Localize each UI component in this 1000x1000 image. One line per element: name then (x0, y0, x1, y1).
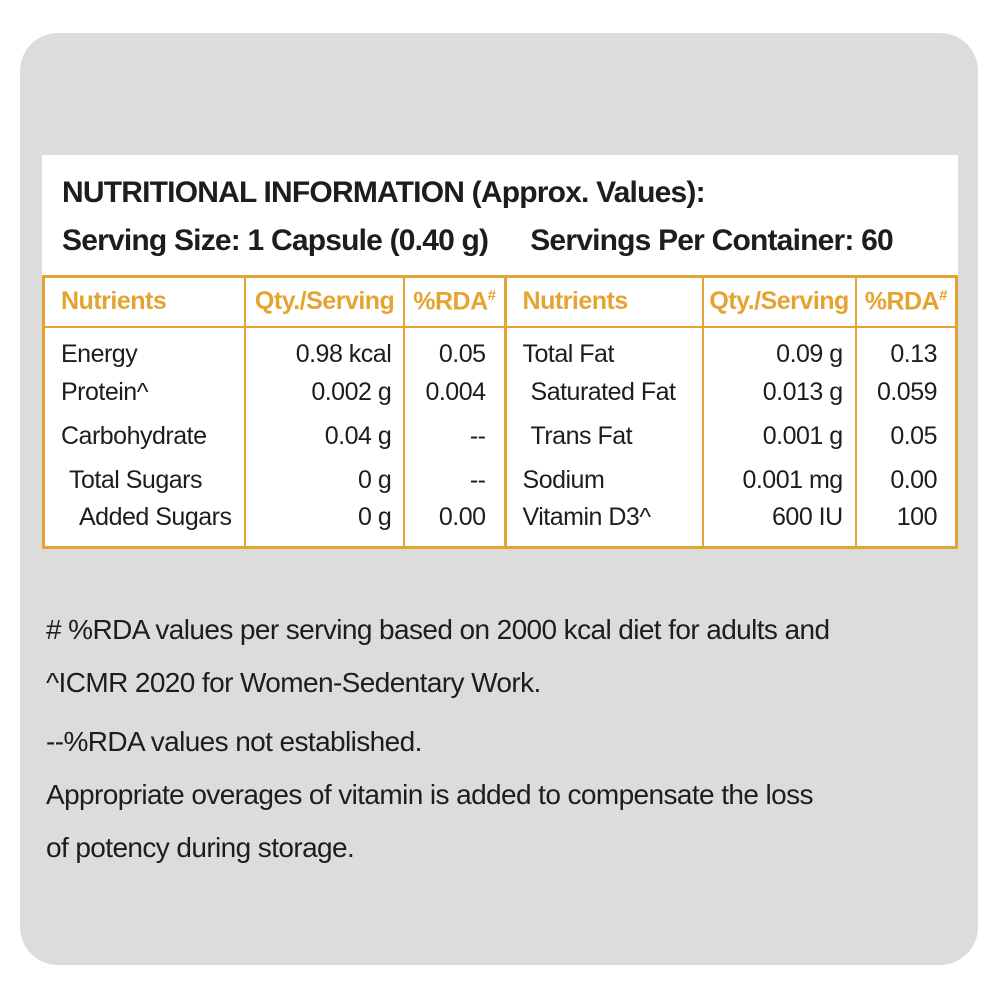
nutrient-saturated-fat: Saturated Fat (505, 371, 703, 415)
rda-saturated-fat: 0.059 (856, 371, 957, 415)
rda-sodium: 0.00 (856, 459, 957, 503)
footnote-overages-line1: Appropriate overages of vitamin is added to compensate the loss (46, 779, 813, 810)
nutrient-trans-fat: Trans Fat (505, 415, 703, 459)
header-rda-left-sup: # (487, 287, 496, 305)
rda-total-sugars: -- (404, 459, 505, 503)
table-row (44, 503, 957, 548)
qty-total-sugars: 0 g (245, 459, 404, 503)
rda-added-sugars: 0.00 (404, 503, 505, 548)
nutrient-total-fat: Total Fat (505, 327, 703, 371)
nutrient-total-sugars: Total Sugars (44, 459, 246, 503)
footnote-rda-basis-line2: ^ICMR 2020 for Women-Sedentary Work. (46, 667, 541, 698)
nutrient-carbohydrate: Carbohydrate (44, 415, 246, 459)
qty-vitamin-d3: 600 IU (703, 503, 856, 548)
nutrient-added-sugars: Added Sugars (44, 503, 246, 548)
qty-sodium: 0.001 mg (703, 459, 856, 503)
header-nutrients-left: Nutrients (44, 277, 246, 327)
qty-energy: 0.98 kcal (245, 327, 404, 371)
nutrient-vitamin-d3: Vitamin D3^ (505, 503, 703, 548)
header-rda-left (404, 277, 505, 327)
title-block (42, 155, 958, 275)
rda-vitamin-d3: 100 (856, 503, 957, 548)
header-rda-right-sup: # (939, 287, 947, 305)
table-row (44, 371, 957, 415)
nutrition-panel (42, 155, 958, 549)
qty-added-sugars: 0 g (245, 503, 404, 548)
serving-size: Serving Size: 1 Capsule (0.40 g) (62, 224, 489, 257)
qty-trans-fat: 0.001 g (703, 415, 856, 459)
header-rda-left-text: %RDA (413, 287, 488, 316)
footnote-overages-line2: of potency during storage. (46, 832, 355, 863)
qty-protein: 0.002 g (245, 371, 404, 415)
header-qty-right: Qty./Serving (703, 277, 856, 327)
panel-title: NUTRITIONAL INFORMATION (Approx. Values): (62, 176, 705, 209)
footnote-rda-not-established: --%RDA values not established. (46, 726, 422, 757)
rda-energy: 0.05 (404, 327, 505, 371)
table-row (44, 459, 957, 503)
nutrient-energy: Energy (44, 327, 246, 371)
table-row (44, 415, 957, 459)
qty-total-fat: 0.09 g (703, 327, 856, 371)
nutrient-sodium: Sodium (505, 459, 703, 503)
header-qty-left: Qty./Serving (245, 277, 404, 327)
serving-info-line (62, 223, 940, 259)
nutrient-protein: Protein^ (44, 371, 246, 415)
qty-carbohydrate: 0.04 g (245, 415, 404, 459)
header-rda-right (856, 277, 957, 327)
table-header-row (44, 277, 957, 327)
servings-per-container: Servings Per Container: 60 (530, 224, 893, 257)
header-nutrients-right: Nutrients (505, 277, 703, 327)
footnotes (46, 603, 958, 874)
header-rda-right-text: %RDA (864, 287, 940, 316)
rda-carbohydrate: -- (404, 415, 505, 459)
rda-total-fat: 0.13 (856, 327, 957, 371)
table-row (44, 327, 957, 371)
rda-protein: 0.004 (404, 371, 505, 415)
nutrition-table (42, 275, 958, 549)
footnote-rda-basis-line1: # %RDA values per serving based on 2000 kcal diet for adults and (46, 614, 830, 645)
qty-saturated-fat: 0.013 g (703, 371, 856, 415)
label-card (20, 33, 978, 965)
rda-trans-fat: 0.05 (856, 415, 957, 459)
